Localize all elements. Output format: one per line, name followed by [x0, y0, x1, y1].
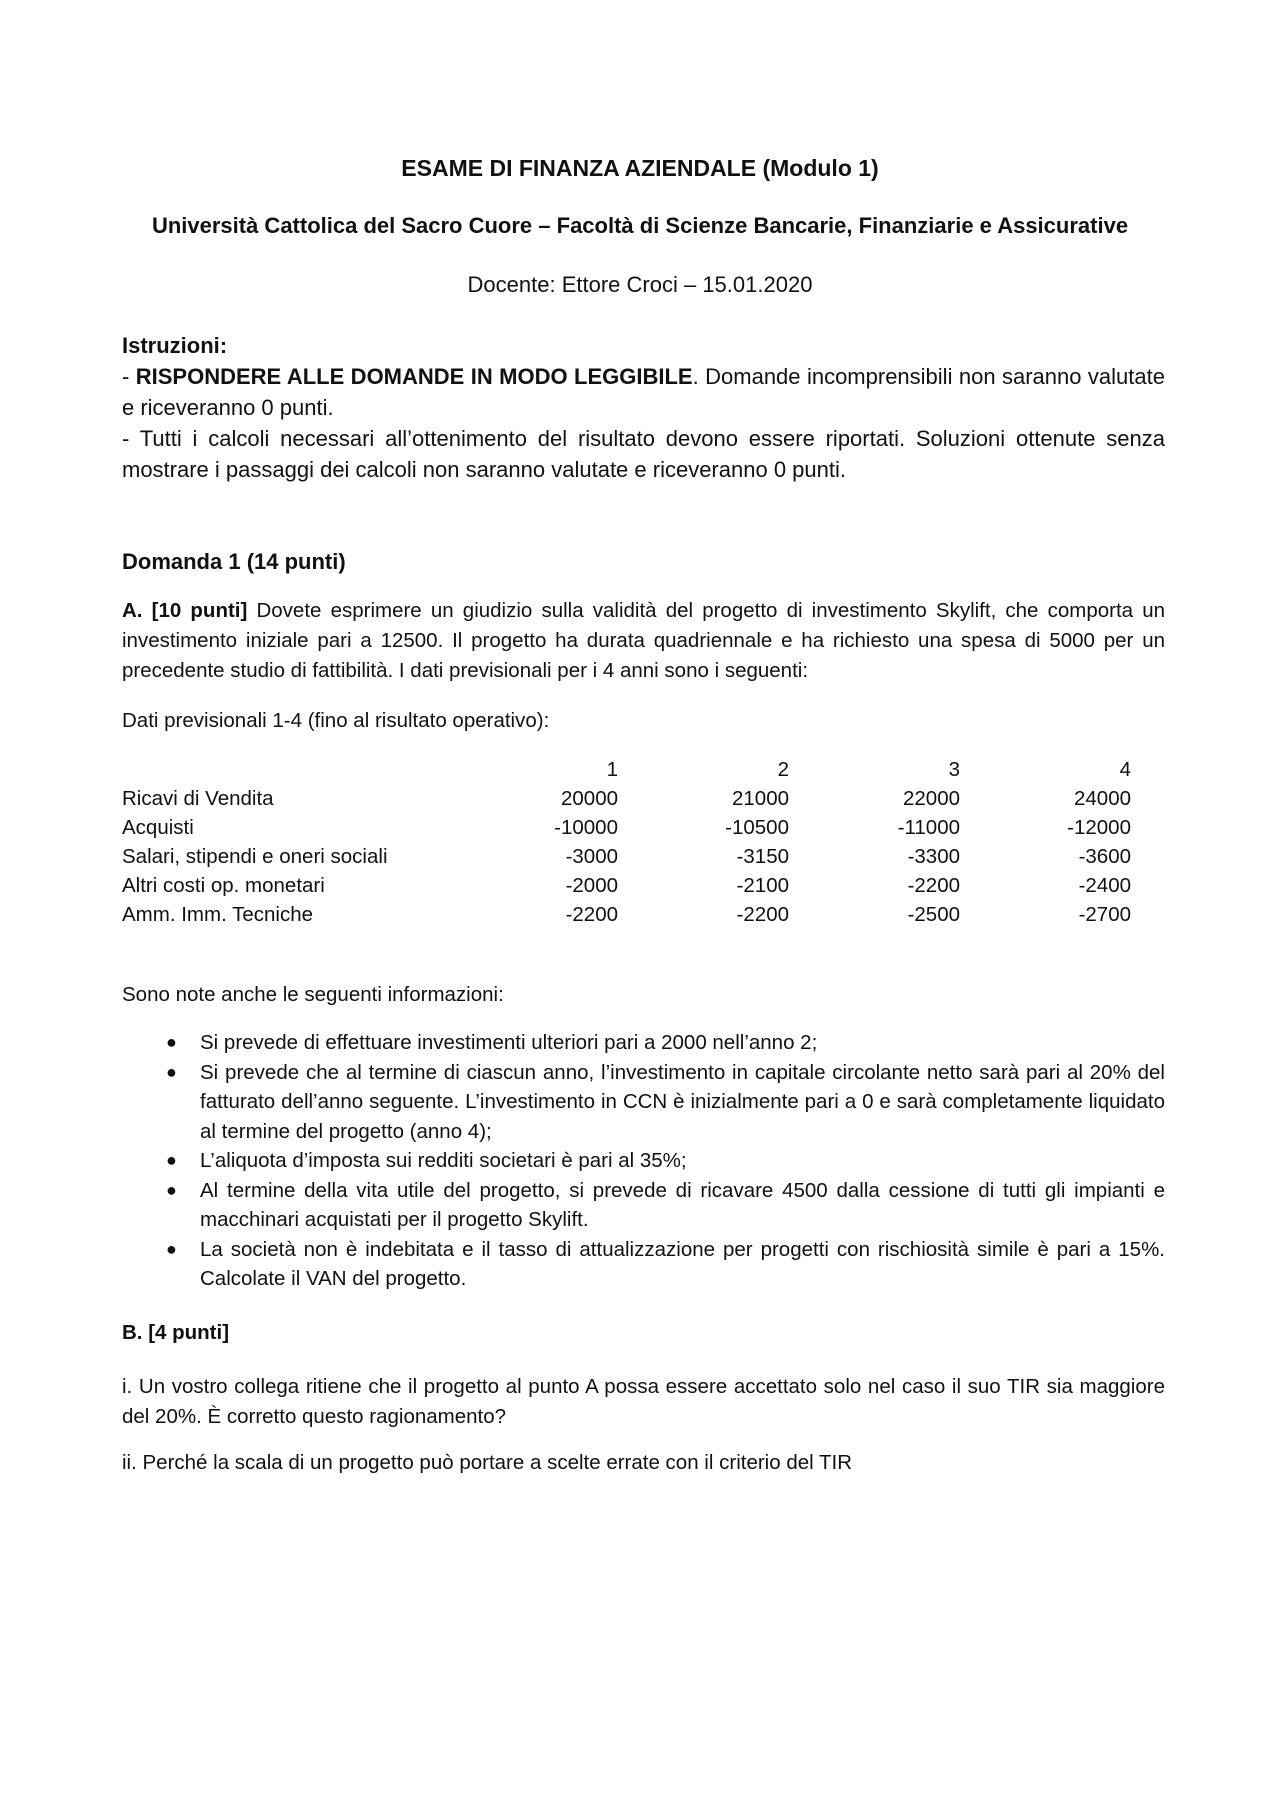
year-header: 4 — [1119, 758, 1131, 781]
bullet-text: La società non è indebitata e il tasso di attualizzazione per progetti con rischiosità simile è pari a 15%. Calcolate il VAN del progetto. — [200, 1237, 1165, 1290]
row-label: Acquisti — [122, 816, 194, 839]
table-cell: 22000 — [902, 787, 960, 810]
table-cell: -2200 — [736, 903, 789, 926]
row-label: Ricavi di Vendita — [122, 787, 274, 810]
bullet-text: Al termine della vita utile del progetto, si prevede di ricavare 4500 dalla cessione di tutti gli impianti e macchinari acquistati per il progetto Skylift. — [200, 1178, 1165, 1231]
istruzioni-item-1-bold: RISPONDERE ALLE DOMANDE IN MODO LEGGIBILE — [135, 364, 693, 389]
list-item — [122, 1235, 1165, 1294]
docente-line: Docente: Ettore Croci – 15.01.2020 — [467, 272, 813, 297]
table-cell: -11000 — [897, 816, 960, 839]
domanda-1-part-a — [122, 596, 1165, 686]
table-cell: -3150 — [736, 845, 789, 868]
part-a-text: Dovete esprimere un giudizio sulla validità del progetto di investimento Skylift, che comporta un investimento iniziale pari a 12500. Il progetto ha durata quadriennale e ha richiesto una spesa di 5000 per un precedente studio di fattibilità. I dati previsionali per i 4 anni sono i seguenti: — [122, 599, 1165, 682]
bullet-icon: ● — [166, 1032, 177, 1052]
table-cell: 21000 — [731, 787, 789, 810]
row-label: Amm. Imm. Tecniche — [122, 903, 313, 926]
table-row — [122, 871, 1131, 900]
table-row — [122, 813, 1131, 842]
table-cell: 24000 — [1073, 787, 1131, 810]
table-cell: -3000 — [565, 845, 618, 868]
bullet-icon: ● — [166, 1238, 177, 1259]
istruzioni-heading: Istruzioni: — [122, 333, 228, 358]
istruzioni-body — [122, 361, 1165, 485]
bullet-text: L’aliquota d’imposta sui redditi societari è pari al 35%; — [200, 1149, 687, 1172]
part-b-question-ii: ii. Perché la scala di un progetto può portare a scelte errate con il criterio del TIR — [122, 1451, 853, 1474]
part-b-label: B. [4 punti] — [122, 1321, 230, 1344]
part-b-question-i: i. Un vostro collega ritiene che il progetto al punto A possa essere accettato solo nel caso il suo TIR sia maggiore del 20%. È corretto questo ragionamento? — [122, 1375, 1165, 1428]
table-cell: -3600 — [1078, 845, 1131, 868]
year-header: 3 — [948, 758, 960, 781]
table-cell: -2200 — [565, 903, 618, 926]
note-label: Sono note anche le seguenti informazioni: — [122, 983, 504, 1006]
table-cell: -2400 — [1078, 874, 1131, 897]
table-cell: -10500 — [725, 816, 789, 839]
dati-previsionali-label: Dati previsionali 1-4 (fino al risultato operativo): — [122, 709, 550, 732]
table-cell: -2500 — [907, 903, 960, 926]
bullet-icon: ● — [166, 1179, 177, 1200]
table-cell: -2000 — [565, 874, 618, 897]
list-item — [122, 1028, 1165, 1058]
bullet-text: Si prevede di effettuare investimenti ulteriori pari a 2000 nell’anno 2; — [200, 1031, 818, 1054]
info-bullet-list — [122, 1028, 1165, 1294]
table-cell: -2100 — [736, 874, 789, 897]
forecast-table — [122, 755, 1131, 929]
list-item — [122, 1146, 1165, 1176]
table-cell: -2700 — [1078, 903, 1131, 926]
bullet-icon: ● — [166, 1150, 177, 1170]
part-a-label: A. [10 punti] — [122, 599, 248, 622]
row-label: Salari, stipendi e oneri sociali — [122, 845, 388, 868]
table-cell: -3300 — [907, 845, 960, 868]
list-item — [122, 1058, 1165, 1147]
bullet-text: Si prevede che al termine di ciascun anno, l’investimento in capitale circolante netto sarà pari al 20% del fatturato dell’anno seguente. L’investimento in CCN è inizialmente pari a 0 e sarà completamente liquidato al termine del progetto (anno 4); — [200, 1060, 1165, 1143]
table-header-row — [122, 755, 1131, 784]
table-corner-cell — [122, 755, 447, 784]
row-label: Altri costi op. monetari — [122, 874, 325, 897]
year-header: 2 — [777, 758, 789, 781]
domanda-1-heading: Domanda 1 (14 punti) — [122, 549, 346, 574]
table-row — [122, 900, 1131, 929]
istruzioni-item-1 — [122, 361, 1165, 423]
table-row — [122, 784, 1131, 813]
table-cell: -12000 — [1067, 816, 1131, 839]
istruzioni-item-1-prefix: - — [122, 364, 136, 389]
university-subtitle: Università Cattolica del Sacro Cuore – Facoltà di Scienze Bancarie, Finanziarie e Assicurative — [151, 213, 1129, 238]
table-row — [122, 842, 1131, 871]
exam-title: ESAME DI FINANZA AZIENDALE (Modulo 1) — [401, 155, 879, 181]
list-item — [122, 1176, 1165, 1235]
istruzioni-item-1-rest: . Domande incomprensibili non saranno valutate e riceveranno 0 punti. — [122, 364, 1165, 420]
table-cell: 20000 — [560, 787, 618, 810]
table-cell: -10000 — [554, 816, 618, 839]
istruzioni-item-2: - Tutti i calcoli necessari all’ottenimento del risultato devono essere riportati. Soluzioni ottenute senza mostrare i passaggi dei calcoli non saranno valutate e riceveranno 0 punti. — [122, 426, 1165, 482]
year-header: 1 — [606, 758, 618, 781]
bullet-icon: ● — [166, 1061, 177, 1082]
table-cell: -2200 — [907, 874, 960, 897]
